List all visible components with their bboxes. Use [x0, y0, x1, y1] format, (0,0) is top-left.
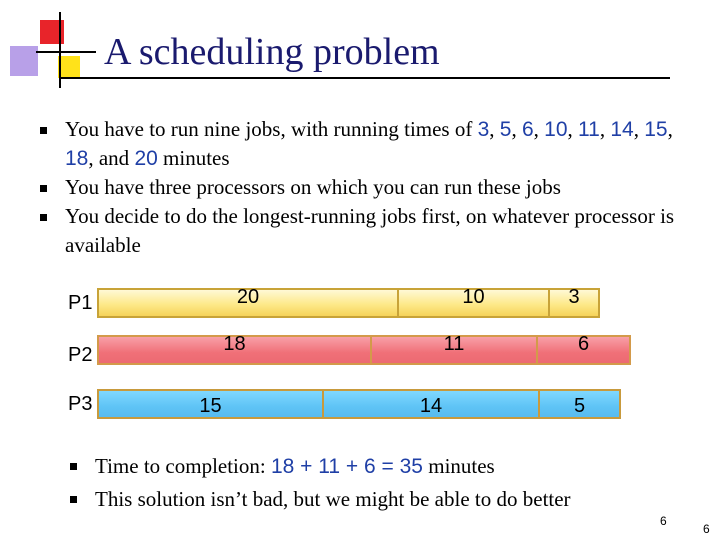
bullet-item-processors [40, 173, 700, 202]
text-run: , [667, 117, 673, 141]
text-run: minutes [157, 146, 230, 170]
bullet-text [65, 175, 561, 199]
text-run: You decide to do the longest-running jobs first, on whatever processor is available [65, 204, 675, 257]
text-run: You have three processors on which you can run these jobs [65, 175, 561, 199]
bullet-text [95, 454, 495, 478]
job-bar-p3-15: 15 [97, 389, 324, 419]
number-value: 5 [499, 118, 512, 141]
bullet-text [95, 487, 571, 511]
job-bar-p3-14: 14 [322, 389, 540, 419]
page-number-inner: 6 [660, 514, 667, 528]
number-value: 6 [521, 118, 534, 141]
bullet-list [40, 115, 700, 260]
bullet-square-icon [40, 185, 47, 192]
text-run: , and [88, 146, 135, 170]
job-bar-p2-18: 18 [97, 335, 372, 365]
number-value: 3 [477, 118, 490, 141]
bullet-square-icon [40, 127, 47, 134]
processor-label-p3: P3 [68, 393, 93, 415]
number-value: 14 [610, 118, 634, 141]
bullet-item-completion [70, 450, 690, 483]
text-run: , [599, 117, 611, 141]
text-run: , [489, 117, 500, 141]
bullet-square-icon [70, 496, 77, 503]
text-run: You have to run nine jobs, with running times of [65, 117, 478, 141]
job-bar-p1-3: 3 [548, 288, 600, 318]
job-bar-p2-6: 6 [536, 335, 631, 365]
bullet-item-strategy [40, 202, 700, 260]
job-bar-p1-20: 20 [97, 288, 399, 318]
bullet-text [65, 117, 673, 170]
job-bar-p2-11: 11 [370, 335, 538, 365]
number-value: 18 + 11 + 6 = 35 [270, 455, 423, 478]
job-bar-p3-5: 5 [538, 389, 621, 419]
bullet-square-icon [70, 463, 77, 470]
bullet-list-2 [70, 450, 690, 516]
logo-purple-square [10, 46, 38, 76]
page-title: A scheduling problem [104, 31, 440, 73]
job-bar-p1-10: 10 [397, 288, 550, 318]
bullet-square-icon [40, 214, 47, 221]
processor-label-p2: P2 [68, 344, 93, 366]
number-value: 18 [65, 147, 89, 170]
page-number-outer: 6 [703, 522, 710, 536]
title-rule [60, 77, 670, 79]
processor-label-p1: P1 [68, 292, 93, 314]
text-run: , [511, 117, 522, 141]
number-value: 20 [134, 147, 158, 170]
logo-yellow-square [58, 56, 80, 78]
number-value: 11 [578, 118, 600, 141]
bullet-item-conclusion [70, 483, 690, 516]
text-run: , [567, 117, 579, 141]
bullet-item-jobs [40, 115, 700, 173]
text-run: This solution isn’t bad, but we might be able to do better [95, 487, 571, 511]
logo-horizontal-line [36, 51, 96, 53]
number-value: 10 [544, 118, 568, 141]
text-run: , [533, 117, 545, 141]
text-run: Time to completion: [95, 454, 271, 478]
number-value: 15 [644, 118, 668, 141]
bullet-text [65, 204, 674, 257]
text-run: minutes [422, 454, 495, 478]
text-run: , [633, 117, 645, 141]
